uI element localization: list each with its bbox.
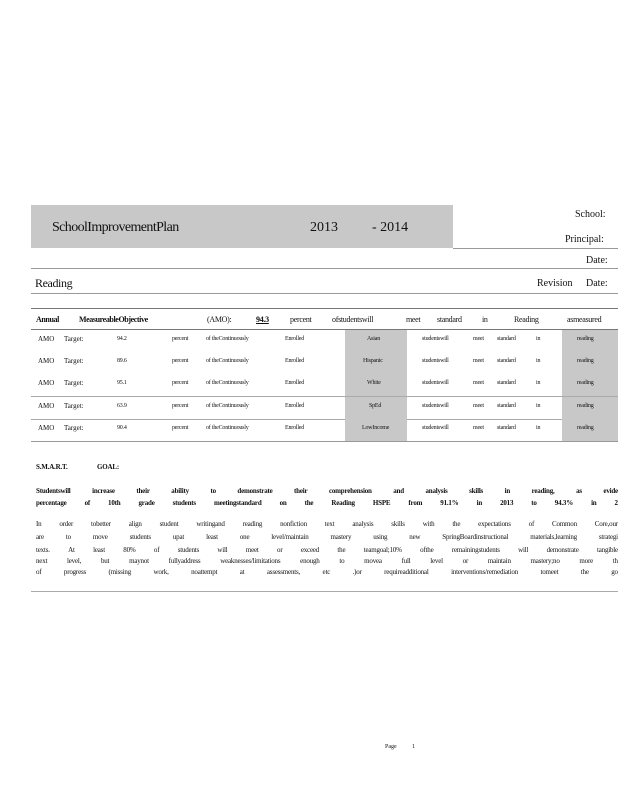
word: teamgoal;10% — [363, 546, 402, 554]
word: interventions/remediation — [451, 568, 518, 576]
word: to — [531, 499, 537, 507]
word: in — [591, 499, 597, 507]
value-cell: 94.2 — [117, 336, 127, 342]
word: go — [611, 568, 618, 576]
table-row — [31, 397, 618, 419]
word: as — [576, 487, 582, 495]
word: 94.3% — [554, 499, 574, 507]
of-the-cell: of theContinuously — [206, 380, 249, 386]
word: new — [409, 533, 421, 541]
amo-standard: standard — [437, 315, 462, 324]
word: enough — [300, 557, 320, 565]
word: mastery;no — [530, 557, 560, 565]
word: maintain — [487, 557, 511, 565]
word: to — [65, 533, 71, 541]
standard-cell: standard — [497, 403, 516, 409]
paragraph-line-2 — [36, 533, 618, 541]
amo-cell: AMO — [38, 379, 55, 387]
word: maynot — [129, 557, 149, 565]
word: strategi — [598, 533, 618, 541]
word: (missing — [108, 568, 132, 576]
paragraph-line-3 — [36, 546, 618, 554]
word: etc — [322, 568, 331, 576]
standard-cell: standard — [497, 425, 516, 431]
meet-cell: meet — [473, 358, 484, 364]
paragraph-line-1 — [36, 520, 618, 528]
enrolled-cell: Enrolled — [285, 425, 305, 431]
year-end: - 2014 — [372, 220, 409, 235]
word: skills — [469, 487, 484, 495]
word: move — [92, 533, 108, 541]
amo-cell: AMO — [38, 424, 55, 432]
word: the — [452, 520, 461, 528]
page-label: Page — [385, 744, 397, 750]
word: At — [68, 546, 75, 554]
percent-cell: percent — [172, 380, 189, 386]
word: student — [159, 520, 179, 528]
word: 2013 — [500, 499, 514, 507]
word: assessments, — [266, 568, 301, 576]
word: level, — [67, 557, 82, 565]
word: their — [294, 487, 308, 495]
date-label: Date: — [586, 255, 608, 266]
word: ability — [171, 487, 189, 495]
group-label: White — [367, 380, 381, 386]
in-cell: in — [536, 425, 541, 431]
students-will-cell: studentswill — [422, 425, 449, 431]
word: Common — [552, 520, 577, 528]
word: HSPE — [372, 499, 391, 507]
enrolled-cell: Enrolled — [285, 336, 305, 342]
word: one — [239, 533, 250, 541]
subject-label: reading — [577, 336, 594, 342]
word: increase — [92, 487, 115, 495]
enrolled-cell: Enrolled — [285, 358, 305, 364]
in-cell: in — [536, 358, 541, 364]
word: upat — [172, 533, 185, 541]
word: to — [339, 557, 345, 565]
word: from — [408, 499, 423, 507]
word: grade — [138, 499, 155, 507]
word: materials,learning — [530, 533, 577, 541]
of-the-cell: of theContinuously — [206, 403, 249, 409]
word: least — [93, 546, 105, 554]
word: of — [36, 568, 42, 576]
word: in — [504, 487, 511, 495]
word: th — [612, 557, 618, 565]
goal-line-2 — [36, 499, 618, 507]
word: are — [36, 533, 44, 541]
amo-meet: meet — [406, 315, 421, 324]
word: 91.1% — [440, 499, 459, 507]
word: 2 — [614, 499, 618, 507]
word: expectations — [478, 520, 511, 528]
standard-cell: standard — [497, 336, 516, 342]
divider — [31, 308, 618, 309]
percent-cell: percent — [172, 403, 189, 409]
word: more — [579, 557, 593, 565]
word: text — [324, 520, 335, 528]
target-cell: Target: — [64, 379, 84, 387]
word: comprehension — [328, 487, 372, 495]
word: Core,our — [594, 520, 618, 528]
word: texts. — [36, 546, 50, 554]
word: noattempt — [191, 568, 218, 576]
amo-cell: AMO — [38, 335, 55, 343]
amo-value: 94.3 — [256, 315, 269, 324]
table-row — [31, 352, 618, 374]
goal-line-1 — [36, 487, 618, 495]
word: next — [36, 557, 48, 565]
value-cell: 90.4 — [117, 425, 127, 431]
in-cell: in — [536, 336, 541, 342]
word: to — [210, 487, 216, 495]
percent-cell: percent — [172, 336, 189, 342]
divider — [31, 591, 618, 592]
amo-cell: AMO — [38, 402, 55, 410]
word: weaknesses/limitations — [220, 557, 281, 565]
paragraph-line-5 — [36, 568, 618, 576]
subject-label: reading — [577, 425, 594, 431]
subject-label: reading — [577, 358, 594, 364]
amo-subject: Reading — [514, 315, 539, 324]
word: least — [206, 533, 218, 541]
target-cell: Target: — [64, 424, 84, 432]
word: level — [430, 557, 443, 565]
table-row — [31, 330, 618, 352]
word: the — [337, 546, 346, 554]
word: analysis — [425, 487, 448, 495]
word: percentage — [36, 499, 67, 507]
amo-students-will: ofstudentswill — [332, 315, 374, 324]
word: requireadditional — [384, 568, 429, 576]
word: work, — [153, 568, 169, 576]
word: demonstrate — [546, 546, 579, 554]
students-will-cell: studentswill — [422, 380, 449, 386]
word: progress — [63, 568, 87, 576]
word: on — [279, 499, 287, 507]
in-cell: in — [536, 403, 541, 409]
amo-label: (AMO): — [207, 315, 232, 324]
year-start: 2013 — [310, 220, 338, 235]
target-cell: Target: — [64, 335, 84, 343]
word: skills — [391, 520, 405, 528]
word: students — [177, 546, 200, 554]
amo-as-measured: asmeasured — [567, 315, 602, 324]
page-footer — [385, 744, 415, 750]
subject-label: reading — [577, 403, 594, 409]
target-cell: Target: — [64, 402, 84, 410]
word: meetingstandard — [213, 499, 262, 507]
word: fullyaddress — [168, 557, 201, 565]
table-row — [31, 419, 618, 441]
word: level/maintain — [271, 533, 309, 541]
word: 80% — [123, 546, 136, 554]
word: but — [100, 557, 110, 565]
table-row — [31, 374, 618, 396]
meet-cell: meet — [473, 336, 484, 342]
divider — [453, 248, 618, 249]
word: nonfiction — [280, 520, 307, 528]
word: order — [59, 520, 74, 528]
standard-cell: standard — [497, 380, 516, 386]
amo-in: in — [482, 315, 488, 324]
word: of — [528, 520, 535, 528]
word: In — [36, 520, 42, 528]
revision-label: Revision — [537, 278, 573, 289]
principal-label: Principal: — [565, 234, 604, 245]
word: in — [476, 499, 483, 507]
enrolled-cell: Enrolled — [285, 403, 305, 409]
word: of — [84, 499, 90, 507]
divider — [31, 441, 618, 442]
percent-cell: percent — [172, 425, 189, 431]
word: full — [401, 557, 411, 565]
word: tomeet — [540, 568, 559, 576]
students-will-cell: studentswill — [422, 358, 449, 364]
of-the-cell: of theContinuously — [206, 336, 249, 342]
word: writingand — [196, 520, 225, 528]
meet-cell: meet — [473, 425, 484, 431]
revision-date-label: Date: — [586, 278, 608, 289]
word: SpringBoardinstructional — [442, 533, 509, 541]
enrolled-cell: Enrolled — [285, 380, 305, 386]
subject-label: reading — [577, 380, 594, 386]
amo-measurable-objective: MeasureableObjective — [79, 315, 148, 324]
word: 10th — [108, 499, 121, 507]
students-will-cell: studentswill — [422, 403, 449, 409]
word: students — [129, 533, 151, 541]
value-cell: 63.9 — [117, 403, 127, 409]
page-title: SchoolImprovementPlan — [52, 220, 179, 235]
school-label: School: — [575, 209, 606, 220]
word: .)or — [352, 568, 362, 576]
of-the-cell: of theContinuously — [206, 425, 249, 431]
group-label: Hispanic — [363, 358, 383, 364]
students-will-cell: studentswill — [422, 336, 449, 342]
word: mastery — [330, 533, 352, 541]
value-cell: 95.1 — [117, 380, 127, 386]
meet-cell: meet — [473, 403, 484, 409]
page-number: 1 — [412, 744, 416, 750]
word: evide — [603, 487, 618, 495]
word: or — [462, 557, 469, 565]
word: their — [136, 487, 150, 495]
percent-cell: percent — [172, 358, 189, 364]
word: and — [393, 487, 404, 495]
word: movea — [364, 557, 382, 565]
word: tobetter — [91, 520, 111, 528]
word: meet — [245, 546, 259, 554]
of-the-cell: of theContinuously — [206, 358, 249, 364]
word: remainingstudents — [451, 546, 500, 554]
word: demonstrate — [237, 487, 273, 495]
word: ofthe — [420, 546, 434, 554]
subject-title: Reading — [35, 276, 73, 290]
word: the — [580, 568, 589, 576]
word: align — [128, 520, 142, 528]
smart-label: S.M.A.R.T. — [36, 463, 68, 471]
word: the — [304, 499, 314, 507]
word: Studentswill — [36, 487, 71, 495]
word: will — [217, 546, 228, 554]
standard-cell: standard — [497, 358, 516, 364]
word: tangible — [597, 546, 618, 554]
word: students — [172, 499, 196, 507]
word: using — [373, 533, 388, 541]
word: exceed — [300, 546, 320, 554]
group-label: LowIncome — [362, 425, 390, 431]
target-cell: Target: — [64, 357, 84, 365]
value-cell: 89.6 — [117, 358, 127, 364]
word: or — [277, 546, 283, 554]
goal-label: GOAL: — [97, 463, 119, 471]
meet-cell: meet — [473, 380, 484, 386]
in-cell: in — [536, 380, 541, 386]
divider — [31, 268, 618, 269]
amo-cell: AMO — [38, 357, 55, 365]
word: analysis — [352, 520, 374, 528]
amo-percent: percent — [290, 315, 312, 324]
word: reading — [242, 520, 263, 528]
divider — [31, 293, 618, 294]
paragraph-line-4 — [36, 557, 618, 565]
word: Reading — [331, 499, 355, 507]
group-label: Asian — [367, 336, 380, 342]
group-label: SpEd — [369, 403, 382, 409]
amo-annual: Annual — [36, 315, 59, 324]
word: at — [239, 568, 245, 576]
word: of — [153, 546, 160, 554]
word: will — [518, 546, 529, 554]
word: reading, — [531, 487, 555, 495]
word: with — [422, 520, 435, 528]
